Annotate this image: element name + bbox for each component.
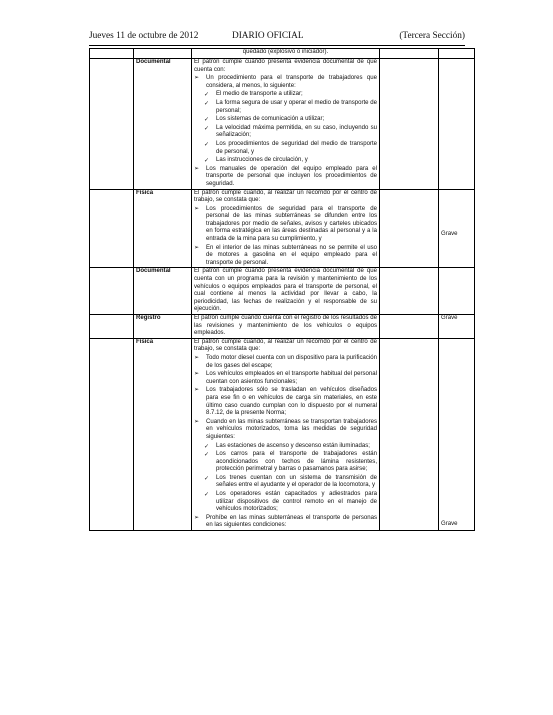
check-bullet-item: ✓ Los carros para el transporte de trabajadores están acondicionados con techos de lámina resistentes, protección perimetral y barras o pasamanos para asirse; xyxy=(194,451,377,474)
severity-label: Grave xyxy=(441,315,458,321)
check-bullet-item: ✓ Los operadores están capacitados y adiestrados para utilizar dispositivos de control remoto en el manejo de vehículos motorizados; xyxy=(194,491,377,514)
check-bullet-item: ✓ La velocidad máxima permitida, en su caso, incluyendo su señalización; xyxy=(194,125,377,140)
check-bullet-item: ✓ Los trenes cuentan con un sistema de transmisión de señales entre el ayudante y el operador de la locomotora, y xyxy=(194,475,377,490)
criteria-text xyxy=(192,59,380,190)
arrow-bullet-item: ➢ Un procedimiento para el transporte de trabajadores que considera, al menos, lo siguiente: xyxy=(194,75,377,90)
arrow-bullet-item: ➢ Los manuales de operación del equipo empleado para el transporte de personal que incluyen los procedimientos de seguridad. xyxy=(194,166,377,189)
check-bullet-item: ✓ La forma segura de usar y operar el medio de transporte de personal; xyxy=(194,100,377,115)
evidence-type: Física xyxy=(134,189,192,268)
criteria-text xyxy=(192,189,380,268)
criteria-text xyxy=(192,315,380,339)
check-bullet-item: ✓ Los procedimientos de seguridad del medio de transporte de personal, y xyxy=(194,141,377,156)
criteria-intro: El patrón cumple cuando presenta evidencia documental de que cuenta con un programa para la revisión y mantenimiento de los vehículos o equipos empleados para el transporte de personal, el cual contiene al menos la actividad por llevar a cabo, la periodicidad, las fechas de realización y el responsable de su ejecución. xyxy=(194,268,377,313)
arrow-bullet-item: ➢ Todo motor diesel cuenta con un dispositivo para la purificación de los gases del escape; xyxy=(194,355,377,370)
criteria-row xyxy=(90,315,475,339)
severity-label: Grave xyxy=(441,520,458,527)
arrow-bullet-item: ➢ Los procedimientos de seguridad para el transporte de personal de las minas subterráneas se difunden entre los trabajadores por medio de señales, avisos y carteles ubicados en forma estratégica en las áreas destinadas al personal y a la entrada de la mina para su cumplimiento, y xyxy=(194,206,377,244)
inspection-table xyxy=(89,48,475,531)
criteria-row xyxy=(90,268,475,315)
criteria-row xyxy=(90,189,475,268)
arrow-bullet-item: ➢ Los trabajadores sólo se trasladan en vehículos diseñados para ese fin o en vehículos de carga sin materiales, en este último caso cuando cumplan con lo dispuesto por el numeral 8.7.12, de la presente Norma; xyxy=(194,387,377,417)
evidence-type: Documental xyxy=(134,268,192,315)
arrow-bullet-item: ➢ Prohíbe en las minas subterráneas el transporte de personas en las siguientes condiciones: xyxy=(194,515,377,530)
criteria-row xyxy=(90,338,475,530)
arrow-bullet-item: ➢ En el interior de las minas subterráneas no se permite el uso de motores a gasolina en el equipo empleado para el transporte de personal. xyxy=(194,245,377,268)
check-bullet-item: ✓ El medio de transporte a utilizar; xyxy=(194,91,377,99)
arrow-bullet-item: ➢ Cuando en las minas subterráneas se transportan trabajadores en vehículos motorizados, toma las medidas de seguridad siguientes: xyxy=(194,419,377,442)
criteria-intro: El patrón cumple cuando, al realizar un recorrido por el centro de trabajo, se constata que: xyxy=(194,189,377,204)
continuation-row xyxy=(90,49,475,59)
severity-cell xyxy=(439,189,475,268)
severity-cell xyxy=(439,315,475,339)
criteria-intro: El patrón cumple cuando cuenta con el registro de los resultados de las revisiones y mantenimiento de los vehículos o equipos empleados. xyxy=(194,315,377,337)
check-bullet-item: ✓ Los sistemas de comunicación a utilizar; xyxy=(194,116,377,124)
criteria-text xyxy=(192,268,380,315)
severity-label: Grave xyxy=(441,230,458,237)
severity-cell xyxy=(439,268,475,315)
page-header xyxy=(89,31,465,45)
criteria-text xyxy=(192,338,380,530)
evidence-type: Registro xyxy=(134,315,192,339)
header-date: Jueves 11 de octubre de 2012 xyxy=(89,31,199,41)
evidence-type: Física xyxy=(134,338,192,530)
evidence-type: Documental xyxy=(134,59,192,190)
header-publication: DIARIO OFICIAL xyxy=(232,31,304,41)
severity-cell xyxy=(439,338,475,530)
check-bullet-item: ✓ Las instrucciones de circulación, y xyxy=(194,157,377,165)
criteria-intro: El patrón cumple cuando, al realizar un recorrido por el centro de trabajo, se constata que: xyxy=(194,338,377,353)
continued-text: quedado (explosivo o iniciador). xyxy=(192,49,380,59)
arrow-bullet-item: ➢ Los vehículos empleados en el transporte habitual del personal cuentan con asientos funcionales; xyxy=(194,371,377,386)
header-section: (Tercera Sección) xyxy=(399,31,465,41)
criteria-intro: El patrón cumple cuando presenta evidencia documental de que cuenta con: xyxy=(194,59,377,73)
header-rule xyxy=(89,45,465,46)
severity-cell xyxy=(439,59,475,190)
check-bullet-item: ✓ Las estaciones de ascenso y descenso están iluminadas; xyxy=(194,443,377,451)
criteria-row xyxy=(90,59,475,190)
